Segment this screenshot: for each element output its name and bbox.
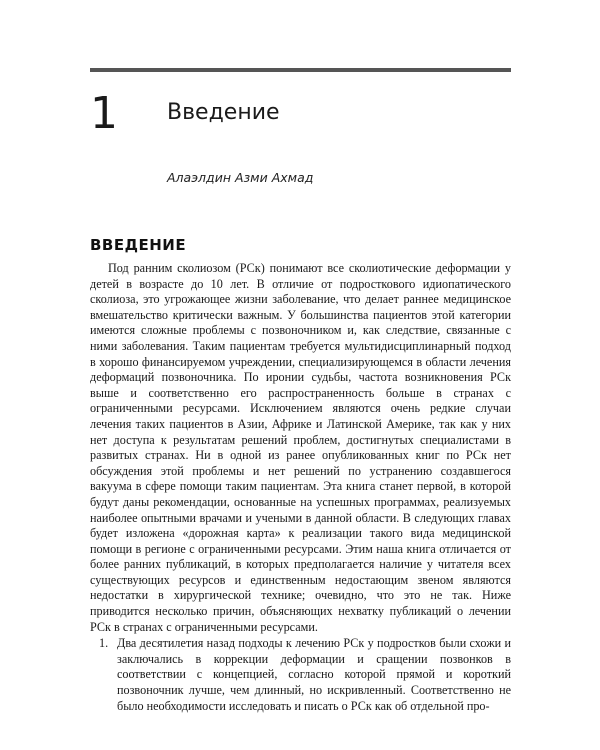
intro-paragraph: Под ранним сколиозом (РСк) понимают все сколиотические деформации у детей в возрасте до 10 лет. В отличие от подросткового идиопатического сколиоза, это угрожающее жизни заболевание, что делает раннее медицинское вмешательство критически важным. У большинства пациентов этой категории имеются сложные проблемы с позвоночником и, как следствие, связанные с ними заболевания. Таким пациентам требуется мультидисциплинарный подход в хорошо финансируемом учреждении, специализирующемся в области лечения деформаций позвоночника. По иронии судьбы, частота возникновения РСк выше и соответственно его распространенность больше в странах с ограниченными ресурсами. Исключением являются очень редкие случаи лечения таких пациентов в Азии, Африке и Латинской Америке, так как у них нет доступа к результатам решений проблем, достигнутых специалистами в развитых странах. Ни в одной из ранее опубликованных книг по РСк нет обсуждения этой проблемы и нет решений по устранению создавшегося вакуума в сфере помощи таким пациентам. Эта книга станет первой, в которой будут даны рекомендации, основанные на успешных программах, реализуемых наиболее опытными врачами и учеными в данной области. В следующих главах будет изложена «дорожная карта» к реализации такого вида медицинской помощи в регионе с ограниченными ресурсами. Этим наша книга отличается от более ранних публикаций, в которых предполагается наличие у читателя всех существующих ресурсов и единственным недостающим звеном являются недостатки в хирургической технике; очевидно, что это не так. Ниже приводится несколько причин, объясняющих нехватку публикаций о лечении РСк в странах с ограниченными ресурсами. [90, 261, 511, 634]
list-item [90, 636, 511, 714]
list-item-text: Два десятилетия назад подходы к лечению РСк у подростков были схожи и заключались в коррекции деформации и сращении позвонков в соответствии с концепцией, согласно которой прямой и короткий позвоночник лучше, чем длинный, но искривленный. Соответственно не было необходимости исследовать и писать о РСк как об отдельной про- [117, 636, 511, 713]
list-item-number: 1. [99, 636, 109, 651]
section-heading: ВВЕДЕНИЕ [90, 236, 187, 254]
top-rule [90, 68, 511, 72]
body-text [90, 261, 511, 714]
chapter-number: 1 [90, 88, 118, 139]
chapter-title: Введение [167, 100, 280, 125]
numbered-list [90, 636, 511, 714]
chapter-author: Алаэлдин Азми Ахмад [167, 170, 314, 185]
